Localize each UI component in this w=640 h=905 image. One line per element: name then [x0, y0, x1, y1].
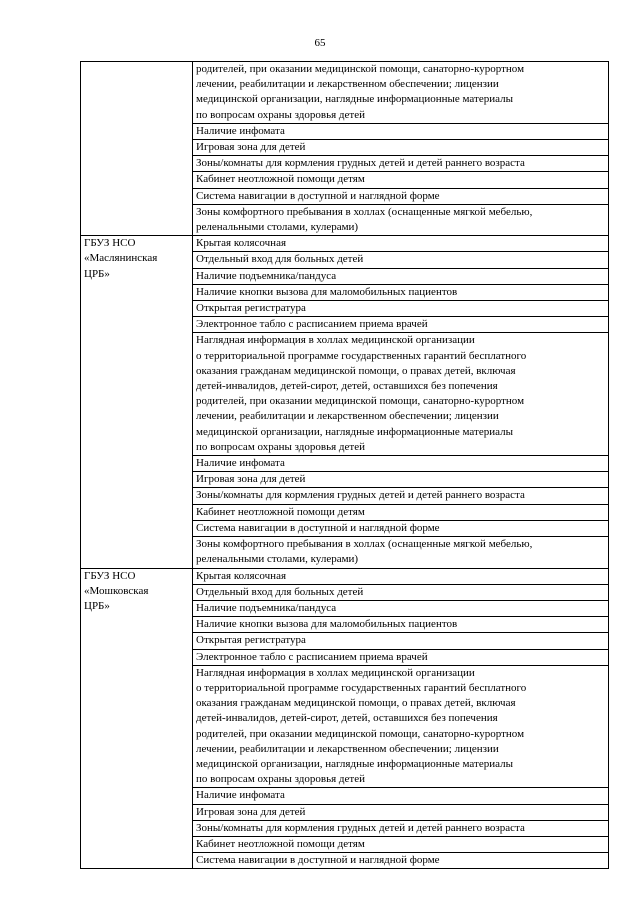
facility-item-cell: Наличие кнопки вызова для маломобильных пациентов	[193, 284, 609, 300]
facility-item-cell: Наглядная информация в холлах медицинской организации о территориальной программе государственных гарантий бесплатного оказания гражданам медицинской помощи, о правах детей, включая детей-инвалидов, детей-сирот, детей, оставшихся без попечения родителей, при оказании медицинской помощи, санаторно-курортном лечении, реабилитации и лекарственном обеспечении; лицензии медицинской организации, наглядные информационные материалы по вопросам охраны здоровья детей	[193, 333, 609, 456]
facility-item-cell: Открытая регистратура	[193, 633, 609, 649]
organization-name-cell: ГБУЗ НСО «Маслянинская ЦРБ»	[81, 236, 193, 568]
facility-item-cell: Наглядная информация в холлах медицинской организации о территориальной программе государственных гарантий бесплатного оказания гражданам медицинской помощи, о правах детей, включая детей-инвалидов, детей-сирот, детей, оставшихся без попечения родителей, при оказании медицинской помощи, санаторно-курортном лечении, реабилитации и лекарственном обеспечении; лицензии медицинской организации, наглядные информационные материалы по вопросам охраны здоровья детей	[193, 665, 609, 788]
facility-item-cell: Система навигации в доступной и наглядной форме	[193, 853, 609, 869]
facility-item-cell: Игровая зона для детей	[193, 804, 609, 820]
facility-item-cell: Наличие кнопки вызова для маломобильных пациентов	[193, 617, 609, 633]
facility-item-cell: Отдельный вход для больных детей	[193, 584, 609, 600]
facility-item-cell: Открытая регистратура	[193, 301, 609, 317]
page-number: 65	[314, 37, 326, 49]
facility-item-cell: Игровая зона для детей	[193, 472, 609, 488]
facility-item-cell: Зоны комфортного пребывания в холлах (оснащенные мягкой мебелью, pеленальными столами, кулерами)	[193, 537, 609, 568]
table-row	[81, 236, 609, 252]
facilities-table-body	[81, 62, 609, 869]
facility-item-cell: Зоны комфортного пребывания в холлах (оснащенные мягкой мебелью, pеленальными столами, кулерами)	[193, 204, 609, 235]
facility-item-cell: Наличие подъемника/пандуса	[193, 268, 609, 284]
facility-item-cell: Наличие инфомата	[193, 788, 609, 804]
table-row	[81, 568, 609, 584]
facility-item-cell: Отдельный вход для больных детей	[193, 252, 609, 268]
facility-item-cell: Система навигации в доступной и наглядной форме	[193, 188, 609, 204]
facility-item-cell: Электронное табло с расписанием приема врачей	[193, 649, 609, 665]
facility-item-cell: Кабинет неотложной помощи детям	[193, 836, 609, 852]
facility-item-cell: Игровая зона для детей	[193, 140, 609, 156]
facility-item-cell: Наличие инфомата	[193, 456, 609, 472]
facility-item-cell: Зоны/комнаты для кормления грудных детей и детей раннего возраста	[193, 488, 609, 504]
facility-item-cell: Кабинет неотложной помощи детям	[193, 504, 609, 520]
facility-item-cell: Система навигации в доступной и наглядной форме	[193, 520, 609, 536]
facilities-table	[80, 61, 609, 869]
facility-item-cell: Зоны/комнаты для кормления грудных детей и детей раннего возраста	[193, 820, 609, 836]
table-row	[81, 62, 609, 124]
facility-item-cell: Крытая колясочная	[193, 568, 609, 584]
facility-item-cell: Наличие подъемника/пандуса	[193, 600, 609, 616]
facility-item-cell: Зоны/комнаты для кормления грудных детей и детей раннего возраста	[193, 156, 609, 172]
facility-item-cell: родителей, при оказании медицинской помощи, санаторно-курортном лечении, реабилитации и лекарственном обеспечении; лицензии медицинской организации, наглядные информационные материалы по вопросам охраны здоровья детей	[193, 62, 609, 124]
facility-item-cell: Кабинет неотложной помощи детям	[193, 172, 609, 188]
facility-item-cell: Электронное табло с расписанием приема врачей	[193, 317, 609, 333]
organization-name-cell: ГБУЗ НСО «Мошковская ЦРБ»	[81, 568, 193, 869]
facility-item-cell: Крытая колясочная	[193, 236, 609, 252]
facility-item-cell: Наличие инфомата	[193, 123, 609, 139]
organization-name-cell	[81, 62, 193, 236]
